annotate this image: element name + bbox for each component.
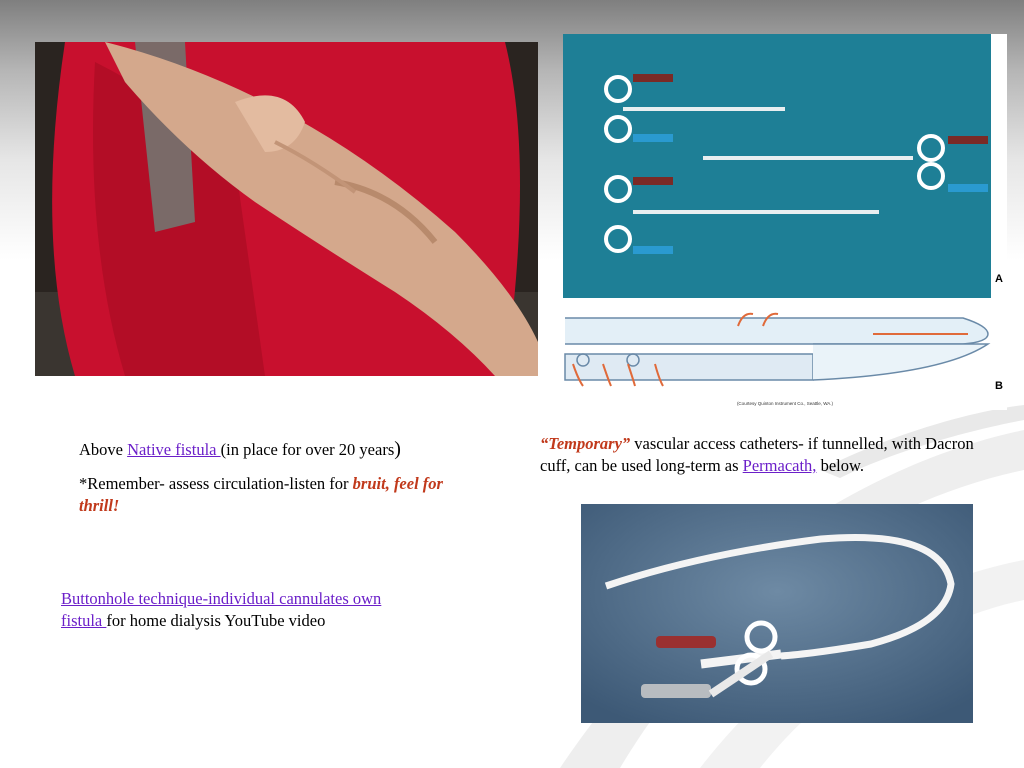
catheter-diagram-b: [565, 314, 988, 386]
permacath-link[interactable]: Permacath,: [742, 456, 817, 476]
fistula-caption-line: [79, 436, 459, 463]
figure-label-a: A: [995, 273, 1003, 285]
figure-credit: (Courtesy Quinton Instrument Co., Seattle, WA.): [736, 401, 834, 406]
native-fistula-arm-photo: [35, 42, 538, 376]
above-prefix: Above: [79, 440, 128, 459]
below-text: below.: [816, 456, 864, 476]
remember-line: [79, 473, 459, 518]
native-fistula-link[interactable]: Native fistula: [127, 440, 221, 459]
temporary-catheters-figure: [563, 34, 1007, 410]
bruit-thrill-text: bruit, feel for thrill!: [79, 474, 443, 516]
buttonhole-technique-link[interactable]: Buttonhole technique-individual cannulates own fistula: [61, 589, 382, 631]
youtube-suffix: for home dialysis YouTube video: [106, 611, 326, 631]
temporary-catheter-caption: [540, 433, 980, 478]
figure-label-b: B: [995, 380, 1003, 392]
catheter-description: vascular access catheters- if tunnelled, with Dacron cuff, can be used long-term as: [540, 434, 974, 476]
buttonhole-caption: [61, 588, 421, 633]
permacath-photo: [581, 504, 973, 723]
remember-text: *Remember- assess circulation-listen for: [79, 474, 353, 493]
close-paren: ): [394, 438, 401, 460]
temporary-label: “Temporary”: [540, 434, 631, 453]
years-text: (in place for over 20 years: [220, 440, 395, 459]
native-fistula-caption: [79, 436, 459, 528]
